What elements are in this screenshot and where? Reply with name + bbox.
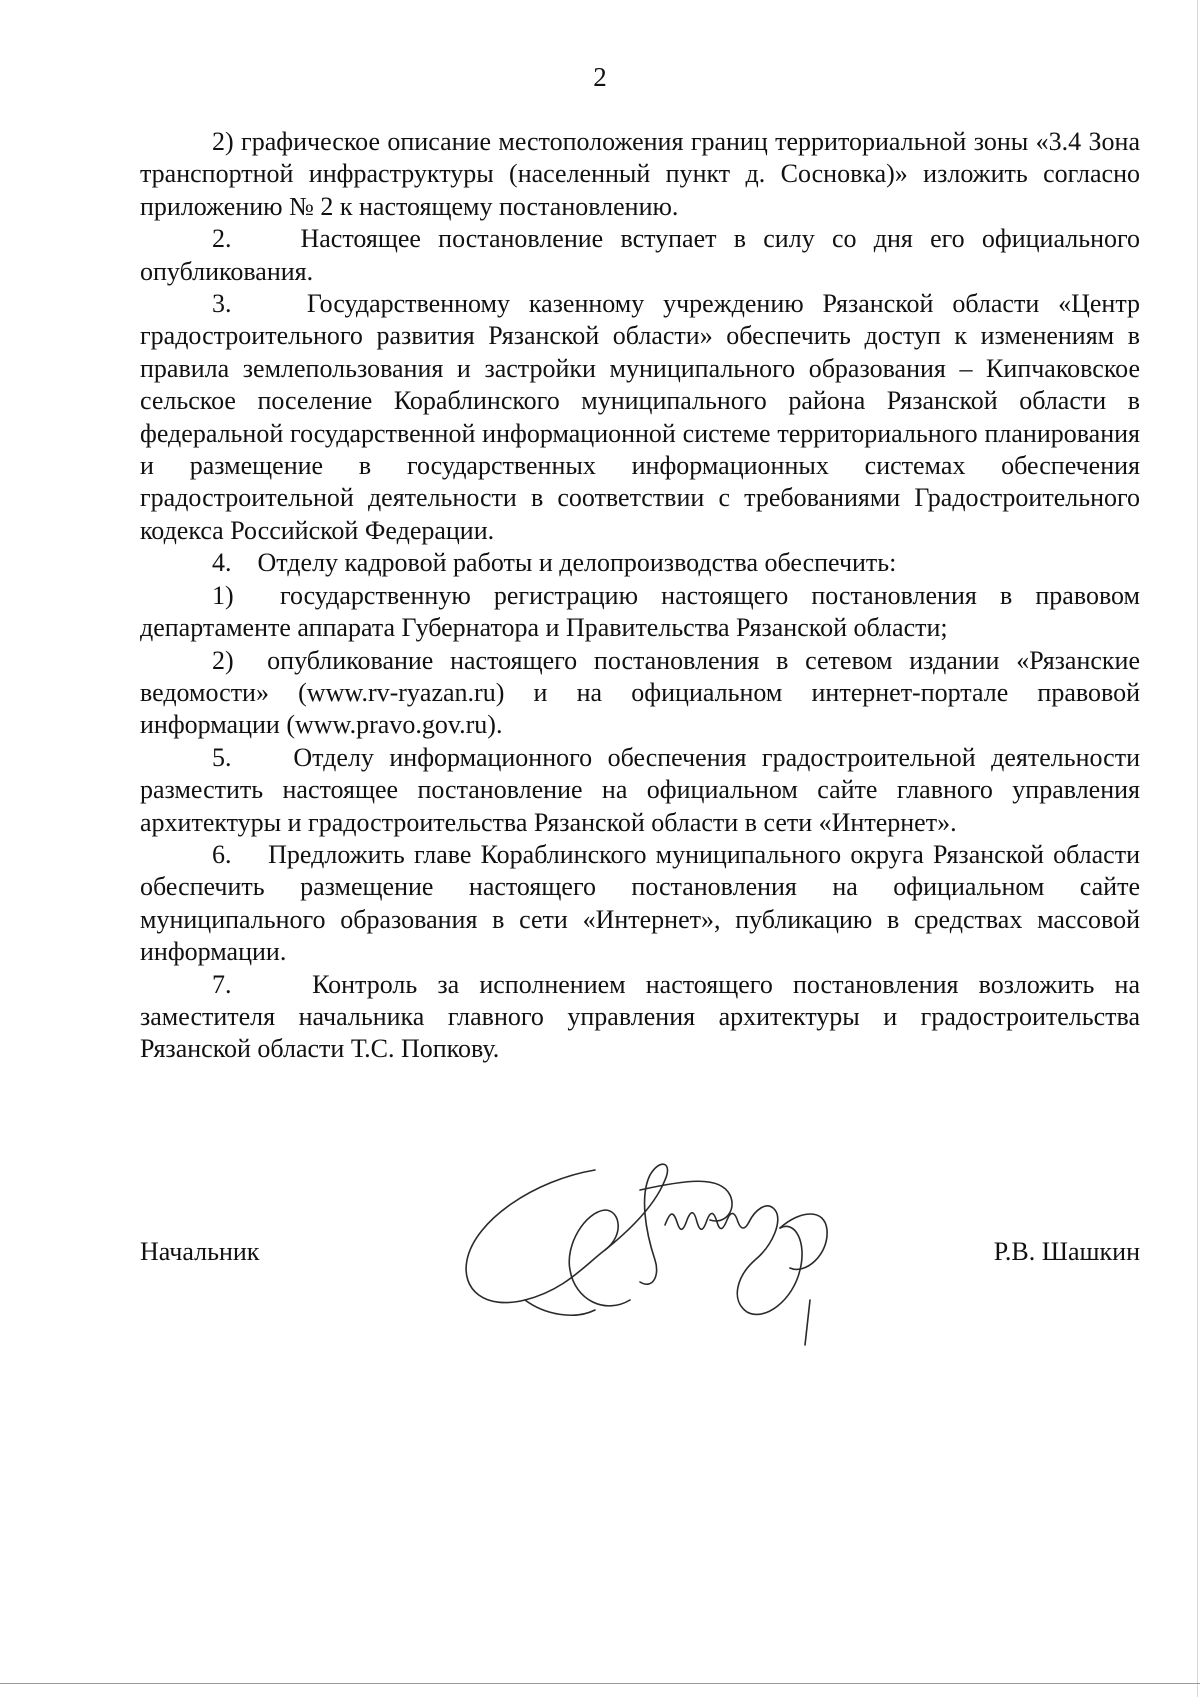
paragraph-item-5: 5. Отделу информационного обеспечения градостроительной деятельности разместить настоящее постановление на официальном сайте главного управления архитектуры и градостроительства Рязанской области в сети «Интернет».: [140, 742, 1140, 837]
position-title: Начальник: [140, 1237, 260, 1266]
paragraph-item-6: 6. Предложить главе Кораблинского муниципального округа Рязанской области обеспечить размещение настоящего постановления на официальном сайте муниципального образования в сети «Интернет», публикацию в средствах массовой информации.: [140, 839, 1140, 967]
scan-edge-bottom: [0, 1683, 1200, 1684]
scan-edge-right: [1197, 0, 1198, 1697]
paragraph-graphic-description: 2) графическое описание местоположения границ территориальной зоны «3.4 Зона транспортной инфраструктуры (населенный пункт д. Сосновка)» изложить согласно приложению № 2 к настоящему постановлению.: [140, 127, 1140, 221]
document-body: [140, 126, 1140, 1066]
paragraph-item-4-1: 1) государственную регистрацию настоящего постановления в правовом департаменте аппарата Губернатора и Правительства Рязанской области;: [140, 580, 1140, 643]
page-number: 2: [593, 62, 607, 92]
paragraph-item-4: 4. Отделу кадровой работы и делопроизводства обеспечить:: [212, 548, 897, 578]
signatory-name: Р.В. Шашкин: [993, 1237, 1140, 1266]
paragraph-item-3: 3. Государственному казенному учреждению Рязанской области «Центр градостроительного развития Рязанской области» обеспечить доступ к изменениям в правила землепользования и застройки муниципального образования – Кипчаковское сельское поселение Кораблинского муниципального района Рязанской области в федеральной государственной информационной системе территориального планирования и размещение в государственных информационных системах обеспечения градостроительной деятельности в соответствии с требованиями Градостроительного кодекса Российской Федерации.: [140, 289, 1140, 545]
handwritten-signature: [455, 1150, 915, 1360]
paragraph-item-2: 2. Настоящее постановление вступает в силу со дня его официального опубликования.: [140, 224, 1140, 286]
paragraph-item-4-2: 2) опубликование настоящего постановления в сетевом издании «Рязанские ведомости» (www.rv-ryazan.ru) и на официальном интернет-портале правовой информации (www.pravo.gov.ru).: [140, 645, 1140, 740]
paragraph-item-7: 7. Контроль за исполнением настоящего постановления возложить на заместителя начальника главного управления архитектуры и градостроительства Рязанской области Т.С. Попкову.: [140, 969, 1140, 1064]
